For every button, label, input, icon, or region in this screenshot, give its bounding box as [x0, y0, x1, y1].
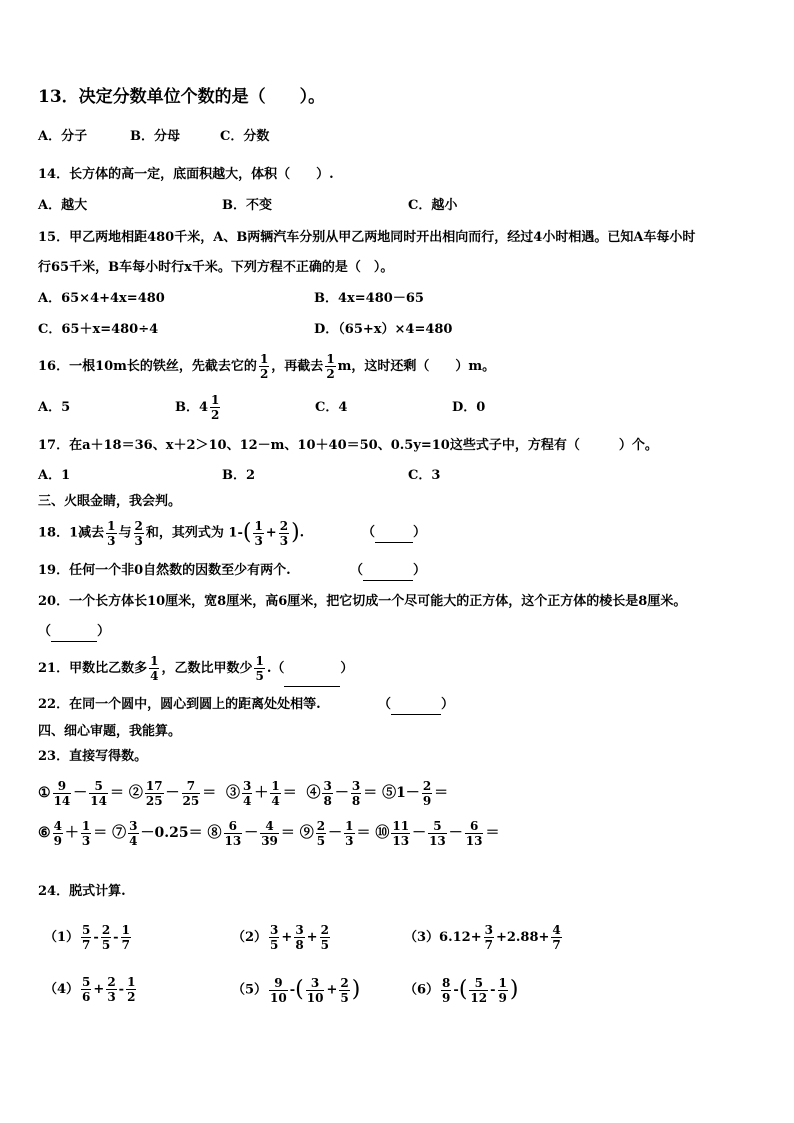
- question-23-stem: 23．直接写得数。: [38, 749, 148, 764]
- q17-option-b: B．2: [222, 468, 256, 483]
- section-4-heading: 四、细心审题，我能算。: [38, 724, 182, 739]
- q23-row-1: ① $\frac{9}{14}$ － $\frac{5}{14}$ ＝ ② $\frac{17}{25}$ － $\frac{7}{25}$ ＝ ③ $\frac{3}{4}$ ＋ $\frac{1}{4}$ ＝ ④ $\frac{3}{8}$ － $\frac{3}{8}$ ＝ ⑤1－ $\frac{2}{9}$ ＝: [38, 778, 449, 808]
- fraction: $\frac{1}{2}$: [259, 352, 269, 381]
- q16-option-c: C．4: [315, 400, 348, 415]
- q24-item-1: （1） $\frac{5}{7}$ - $\frac{2}{5}$ - $\frac{1}{7}$: [44, 923, 130, 952]
- question-15-line2: 行65千米，B车每小时行x千米。下列方程不正确的是（ ）。: [38, 260, 394, 275]
- question-22-stem: 22．在同一个圆中，圆心到圆上的距离处处相等.: [38, 697, 321, 712]
- q20-answer-blank[interactable]: （ ）: [38, 623, 110, 642]
- question-21-stem: 21．甲数比乙数多 $\frac{1}{4}$ ，乙数比甲数少 $\frac{1}{5}$ .（ ）: [38, 652, 353, 687]
- question-16-stem: 16．一根10m长的铁丝，先截去它的 $\frac{1}{2}$ ，再截去 $\frac{1}{2}$ m，这时还剩（ ）m。: [38, 352, 496, 381]
- section-3-heading: 三、火眼金睛，我会判。: [38, 494, 182, 509]
- q24-item-3: （3）6.12+ $\frac{3}{7}$ +2.88+ $\frac{4}{7}$: [404, 923, 561, 952]
- fraction: $\frac{1}{2}$: [326, 352, 335, 381]
- question-24-stem: 24．脱式计算.: [38, 884, 126, 899]
- q16-option-d: D．0: [452, 400, 486, 415]
- question-14-stem: 14．长方体的高一定，底面积越大，体积（ ）.: [38, 167, 334, 182]
- q14-option-c: C．越小: [408, 198, 458, 213]
- q22-answer-blank[interactable]: （ ）: [378, 696, 454, 715]
- q15-option-b: B．4x=480－65: [314, 291, 424, 306]
- q13-option-c: C．分数: [220, 129, 270, 144]
- q17-option-a: A．1: [38, 468, 71, 483]
- question-15-line1: 15．甲乙两地相距480千米，A、B两辆汽车分别从甲乙两地同时开出相向而行，经过4小时相遇。已知A车每小时: [38, 230, 696, 245]
- q15-option-c: C．65＋x=480÷4: [38, 322, 159, 337]
- q14-option-a: A．越大: [38, 198, 88, 213]
- question-20-stem: 20．一个长方体长10厘米，宽8厘米，高6厘米，把它切成一个尽可能大的正方体，这个正方体的棱长是8厘米。: [38, 594, 687, 609]
- q21-answer-blank[interactable]: （ ）: [271, 661, 353, 676]
- q24-item-5: （5） $\frac{9}{10}$ -( $\frac{3}{10}$ + $\frac{2}{5}$ ): [232, 975, 361, 1005]
- q14-option-b: B．不变: [222, 198, 272, 213]
- question-18-stem: 18．1减去 $\frac{1}{3}$ 与 $\frac{2}{3}$ 和，其列式为 1-( $\frac{1}{3}$ + $\frac{2}{3}$ ).: [38, 518, 305, 548]
- q15-option-d: D．（65+x）×4=480: [314, 322, 453, 337]
- question-13-stem: 13．决定分数单位个数的是（ ）。: [38, 87, 326, 107]
- q13-option-b: B．分母: [130, 129, 180, 144]
- q16-option-b: B．4 $\frac{1}{2}$: [175, 393, 220, 422]
- q18-answer-blank[interactable]: （ ）: [362, 524, 426, 543]
- q16-option-a: A．5: [38, 400, 71, 415]
- q24-item-4: （4） $\frac{5}{6}$ + $\frac{2}{3}$ - $\frac{1}{2}$: [44, 975, 136, 1004]
- q24-item-2: （2） $\frac{3}{5}$ + $\frac{3}{8}$ + $\frac{2}{5}$: [232, 923, 329, 952]
- q19-answer-blank[interactable]: （ ）: [350, 562, 426, 581]
- q13-option-a: A．分子: [38, 129, 88, 144]
- q24-item-6: （6） $\frac{8}{9}$ -( $\frac{5}{12}$ - $\frac{1}{9}$ ): [404, 975, 519, 1005]
- question-17-stem: 17．在a＋18＝36、x＋2＞10、12－m、10＋40＝50、0.5y=10这些式子中，方程有（ ）个。: [38, 438, 658, 453]
- q15-option-a: A．65×4+4x=480: [38, 291, 165, 306]
- q17-option-c: C．3: [408, 468, 441, 483]
- q23-row-2: ⑥ $\frac{4}{9}$ ＋ $\frac{1}{3}$ ＝ ⑦ $\frac{3}{4}$ －0.25＝ ⑧ $\frac{6}{13}$ － $\frac{4}{39}$ ＝ ⑨ $\frac{2}{5}$ － $\frac{1}{3}$ ＝ ⑩ $\frac{11}{13}$ － $\frac{5}{13}$ － $\frac{6}{13}$ ＝: [38, 818, 500, 848]
- question-19-stem: 19．任何一个非0自然数的因数至少有两个.: [38, 563, 291, 578]
